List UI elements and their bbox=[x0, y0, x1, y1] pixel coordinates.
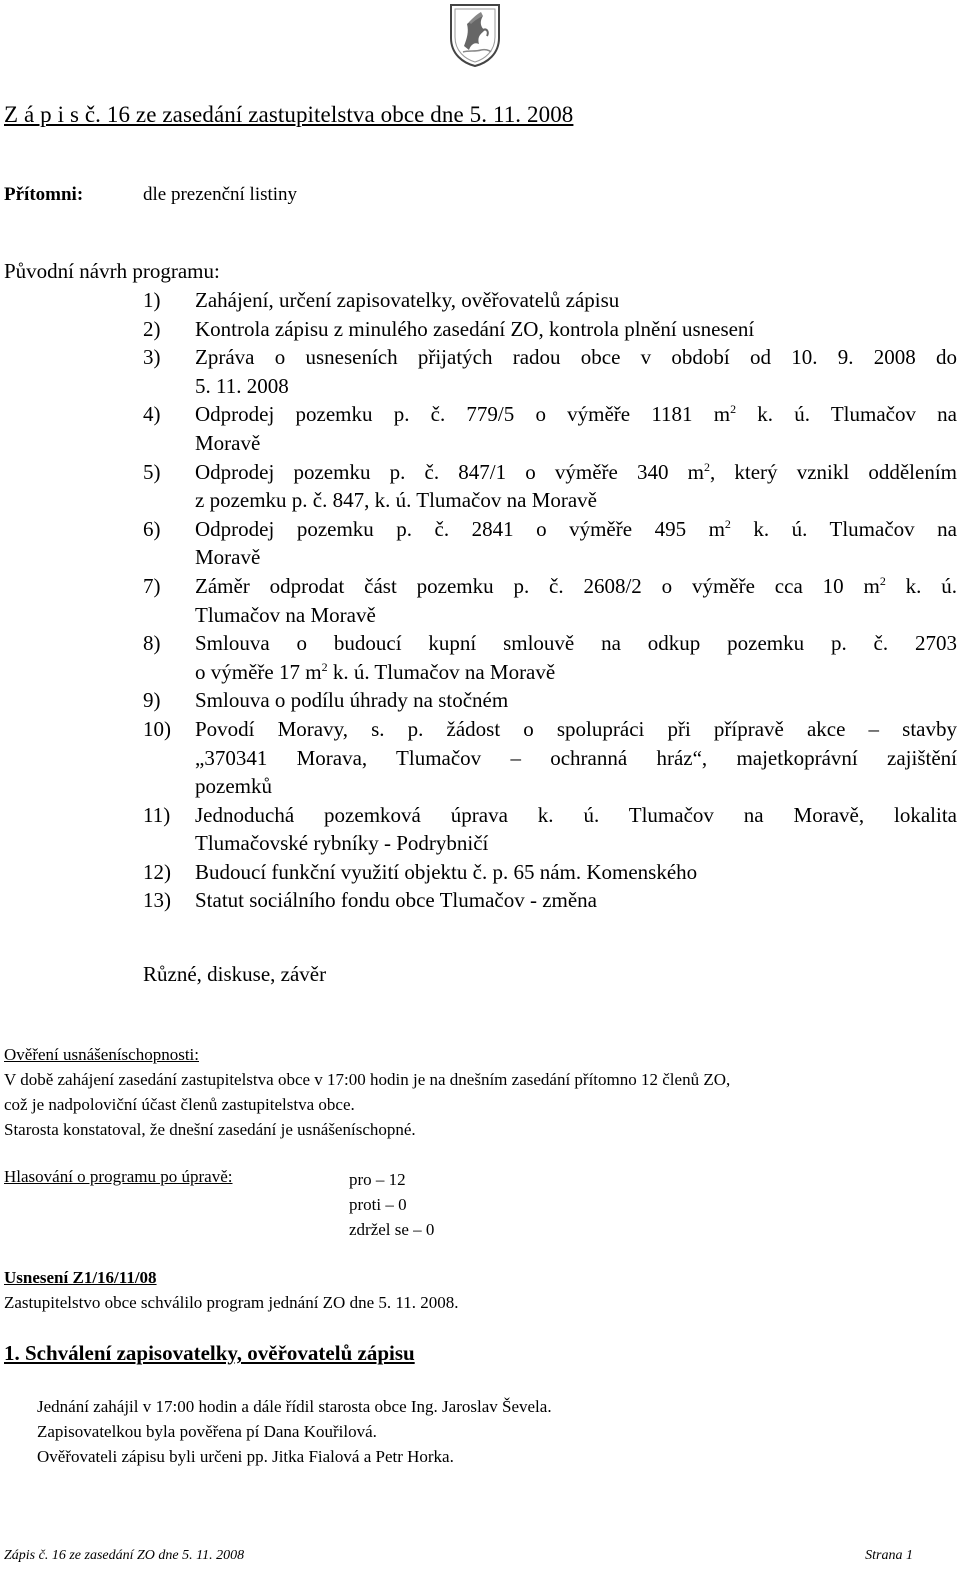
program-heading: Původní návrh programu: bbox=[4, 259, 220, 283]
item-text-line: Tlumačov na Moravě bbox=[195, 602, 376, 627]
program-item bbox=[143, 629, 957, 686]
section-text: Zapisovatelkou byla pověřena pí Dana Kouřilová. bbox=[37, 1422, 377, 1441]
section-body bbox=[37, 1394, 552, 1469]
item-text-line: Odprodej pozemku p. č. 2841 o výměře 495 $m^2$ k. ú. Tlumačov na bbox=[195, 516, 957, 541]
vote-for: pro – 12 bbox=[349, 1170, 406, 1189]
item-text: Kontrola zápisu z minulého zasedání ZO, kontrola plnění usnesení bbox=[195, 316, 755, 341]
item-text-line: Moravě bbox=[195, 545, 261, 570]
item-number: 10) bbox=[143, 716, 171, 741]
program-item bbox=[143, 458, 957, 515]
item-text-line: Tlumačovské rybníky - Podrybničí bbox=[195, 831, 489, 856]
item-text-line: Odprodej pozemku p. č. 779/5 o výměře 1181 $m^2$ k. ú. Tlumačov na bbox=[195, 402, 957, 427]
present-value: dle prezenční listiny bbox=[143, 184, 298, 205]
present-label: Přítomni: bbox=[4, 184, 84, 205]
section-text: Jednání zahájil v 17:00 hodin a dále řídil starosta obce Ing. Jaroslav Ševela. bbox=[37, 1397, 552, 1416]
document-title: Z á p i s č. 16 ze zasedání zastupitelstva obce dne 5. 11. 2008 bbox=[4, 102, 574, 127]
item-number: 11) bbox=[143, 802, 171, 827]
resolution-text: Zastupitelstvo obce schválilo program jednání ZO dne 5. 11. 2008. bbox=[4, 1293, 459, 1312]
vote-results bbox=[349, 1167, 434, 1242]
program-item bbox=[143, 886, 957, 915]
item-text-line: Povodí Moravy, s. p. žádost o spolupráci při přípravě akce – stavby bbox=[195, 716, 957, 741]
program-item bbox=[143, 400, 957, 457]
footer-left: Zápis č. 16 ze zasedání ZO dne 5. 11. 2008 bbox=[4, 1548, 245, 1563]
quorum-block bbox=[4, 1042, 730, 1142]
program-item bbox=[143, 715, 957, 801]
resolution-title: Usnesení Z1/16/11/08 bbox=[4, 1268, 157, 1287]
item-text: Statut sociálního fondu obce Tlumačov - změna bbox=[195, 888, 598, 913]
item-text-line: z pozemku p. č. 847, k. ú. Tlumačov na Moravě bbox=[195, 488, 598, 513]
item-text-line: Smlouva o budoucí kupní smlouvě na odkup pozemku p. č. 2703 bbox=[195, 631, 957, 656]
item-text-line: o výměře 17 $m^2$ k. ú. Tlumačov na Moravě bbox=[195, 659, 556, 684]
program-item bbox=[143, 315, 957, 344]
item-text: Smlouva o podílu úhrady na stočném bbox=[195, 688, 509, 713]
item-number: 5) bbox=[143, 459, 161, 484]
program-item bbox=[143, 858, 957, 887]
item-text-line: Jednoduchá pozemková úprava k. ú. Tlumačov na Moravě, lokalita bbox=[195, 802, 957, 827]
item-text-line: Moravě bbox=[195, 430, 261, 455]
item-text-line: „370341 Morava, Tlumačov – ochranná hráz“, majetkoprávní zajištění bbox=[195, 745, 957, 770]
item-number: 1) bbox=[143, 288, 161, 312]
item-text-line: Záměr odprodat část pozemku p. č. 2608/2 o výměře cca 10 $m^2$ k. ú. bbox=[195, 573, 958, 598]
item-text-line: 5. 11. 2008 bbox=[195, 373, 289, 398]
item-number: 7) bbox=[143, 573, 161, 598]
quorum-text: což je nadpoloviční účast členů zastupitelstva obce. bbox=[4, 1095, 355, 1114]
section-heading: 1. Schválení zapisovatelky, ověřovatelů zápisu bbox=[4, 1341, 415, 1365]
quorum-heading: Ověření usnášeníschopnosti: bbox=[4, 1045, 199, 1064]
coat-of-arms-logo bbox=[447, 2, 503, 68]
item-number: 6) bbox=[143, 516, 161, 541]
vote-label: Hlasování o programu po úpravě: bbox=[4, 1167, 233, 1186]
vote-against: proti – 0 bbox=[349, 1195, 407, 1214]
item-number: 8) bbox=[143, 631, 161, 656]
item-text: Zahájení, určení zapisovatelky, ověřovatelů zápisu bbox=[195, 288, 620, 312]
item-number: 12) bbox=[143, 859, 171, 884]
item-text-line: Zpráva o usneseních přijatých radou obce v období od 10. 9. 2008 do bbox=[195, 345, 957, 370]
program-item bbox=[143, 572, 957, 629]
item-text-line: pozemků bbox=[195, 774, 272, 799]
misc-item: Různé, diskuse, závěr bbox=[143, 962, 327, 986]
item-number: 13) bbox=[143, 888, 171, 913]
vote-abstain: zdržel se – 0 bbox=[349, 1220, 435, 1239]
program-list bbox=[143, 286, 957, 915]
page-number: Strana 1 bbox=[865, 1548, 913, 1563]
item-number: 4) bbox=[143, 402, 161, 427]
program-item bbox=[143, 515, 957, 572]
item-text: Budoucí funkční využití objektu č. p. 65 nám. Komenského bbox=[195, 859, 698, 884]
program-item bbox=[143, 286, 957, 315]
program-item bbox=[143, 801, 957, 858]
item-text-line: Odprodej pozemku p. č. 847/1 o výměře 340 $m^2$, který vznikl oddělením bbox=[195, 459, 957, 484]
item-number: 2) bbox=[143, 316, 161, 341]
program-item bbox=[143, 343, 957, 400]
quorum-text: Starosta konstatoval, že dnešní zasedání je usnášeníschopné. bbox=[4, 1120, 416, 1139]
section-text: Ověřovateli zápisu byli určeni pp. Jitka Fialová a Petr Horka. bbox=[37, 1447, 454, 1466]
program-item bbox=[143, 686, 957, 715]
quorum-text: V době zahájení zasedání zastupitelstva obce v 17:00 hodin je na dnešním zasedání přítomno 12 členů ZO, bbox=[4, 1070, 731, 1089]
item-number: 3) bbox=[143, 345, 161, 370]
item-number: 9) bbox=[143, 688, 161, 713]
